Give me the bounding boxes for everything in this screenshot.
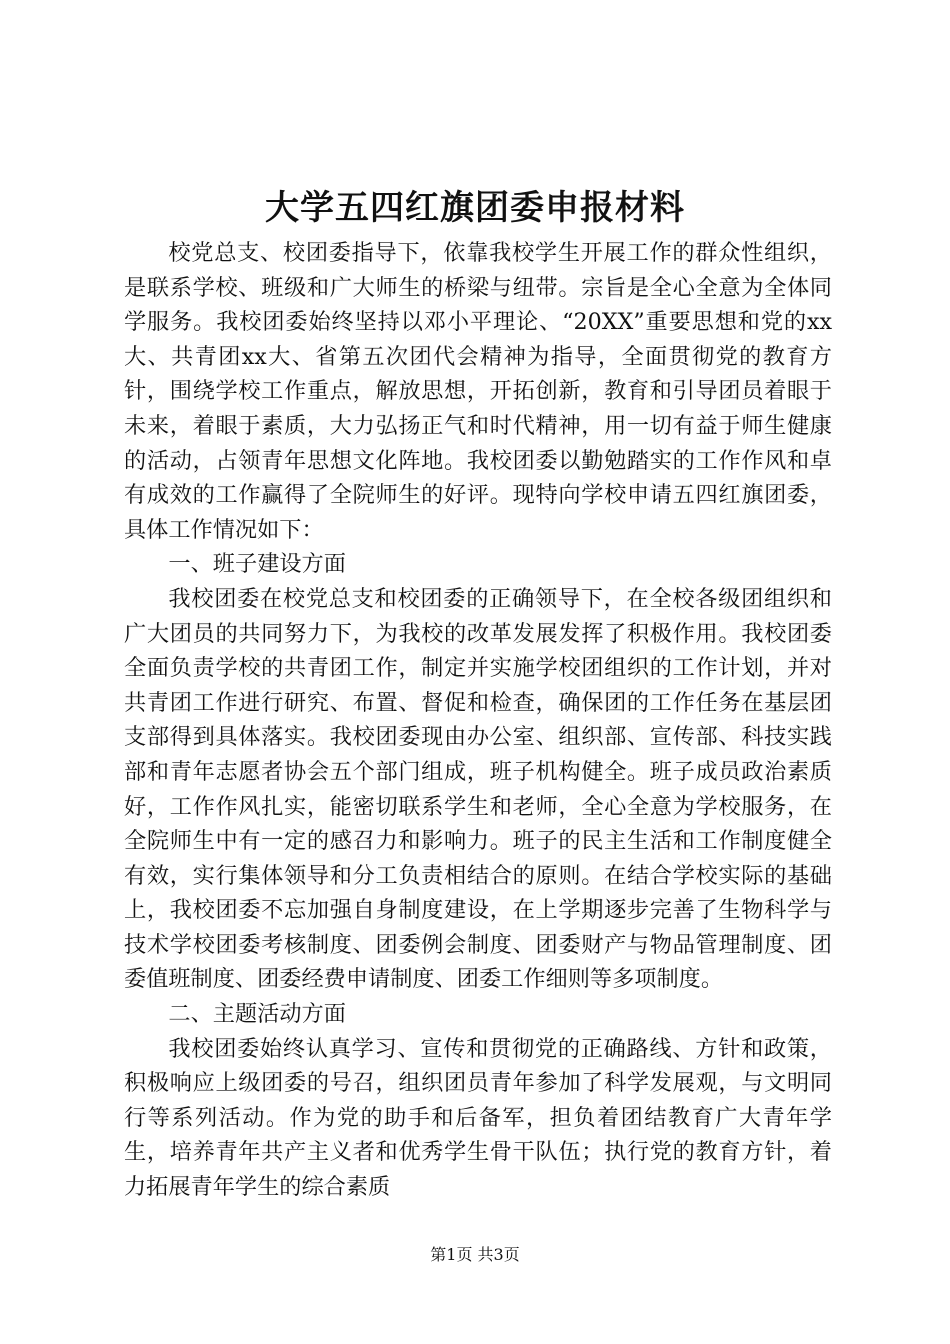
section-heading-team-building: 一、班子建设方面 bbox=[168, 551, 346, 578]
page-number-footer: 第1页 共3页 bbox=[430, 1245, 520, 1264]
paragraph-team-building: 我校团委在校党总支和校团委的正确领导下，在全校各级团组织和广大团员的共同努力下，为我校的改革发展发挥了积极作用。我校团委全面负责学校的共青团工作，制定并实施学校团组织的工作计划，并对共青团工作进行研究、布置、督促和检查，确保团的工作任务在基层团支部得到具体落实。我校团委现由办公室、组织部、宣传部、科技实践部和青年志愿者协会五个部门组成，班子机构健全。班子成员政治素质好，工作作风扎实，能密切联系学生和老师，全心全意为学校服务，在全院师生中有一定的感召力和影响力。班子的民主生活和工作制度健全有效，实行集体领导和分工负责相结合的原则。在结合学校实际的基础上，我校团委不忘加强自身制度建设，在上学期逐步完善了生物科学与技术学校团委考核制度、团委例会制度、团委财产与物品管理制度、团委值班制度、团委经费申请制度、团委工作细则等多项制度。 bbox=[124, 585, 832, 993]
section-heading-theme-activities: 二、主题活动方面 bbox=[168, 1001, 346, 1028]
document-title: 大学五四红旗团委申报材料 bbox=[265, 188, 685, 228]
paragraph-intro: 校党总支、校团委指导下，依靠我校学生开展工作的群众性组织，是联系学校、班级和广大师生的桥梁与纽带。宗旨是全心全意为全体同学服务。我校团委始终坚持以邓小平理论、“20XX”重要思想和党的xx大、共青团xx大、省第五次团代会精神为指导，全面贯彻党的教育方针，围绕学校工作重点，解放思想，开拓创新，教育和引导团员着眼于未来，着眼于素质，大力弘扬正气和时代精神，用一切有益于师生健康的活动，占领青年思想文化阵地。我校团委以勤勉踏实的工作作风和卓有成效的工作赢得了全院师生的好评。现特向学校申请五四红旗团委，具体工作情况如下： bbox=[124, 240, 832, 543]
paragraph-theme-activities: 我校团委始终认真学习、宣传和贯彻党的正确路线、方针和政策，积极响应上级团委的号召，组织团员青年参加了科学发展观，与文明同行等系列活动。作为党的助手和后备军，担负着团结教育广大青年学生，培养青年共产主义者和优秀学生骨干队伍；执行党的教育方针，着力拓展青年学生的综合素质 bbox=[124, 1035, 832, 1201]
document-body bbox=[124, 236, 832, 1205]
